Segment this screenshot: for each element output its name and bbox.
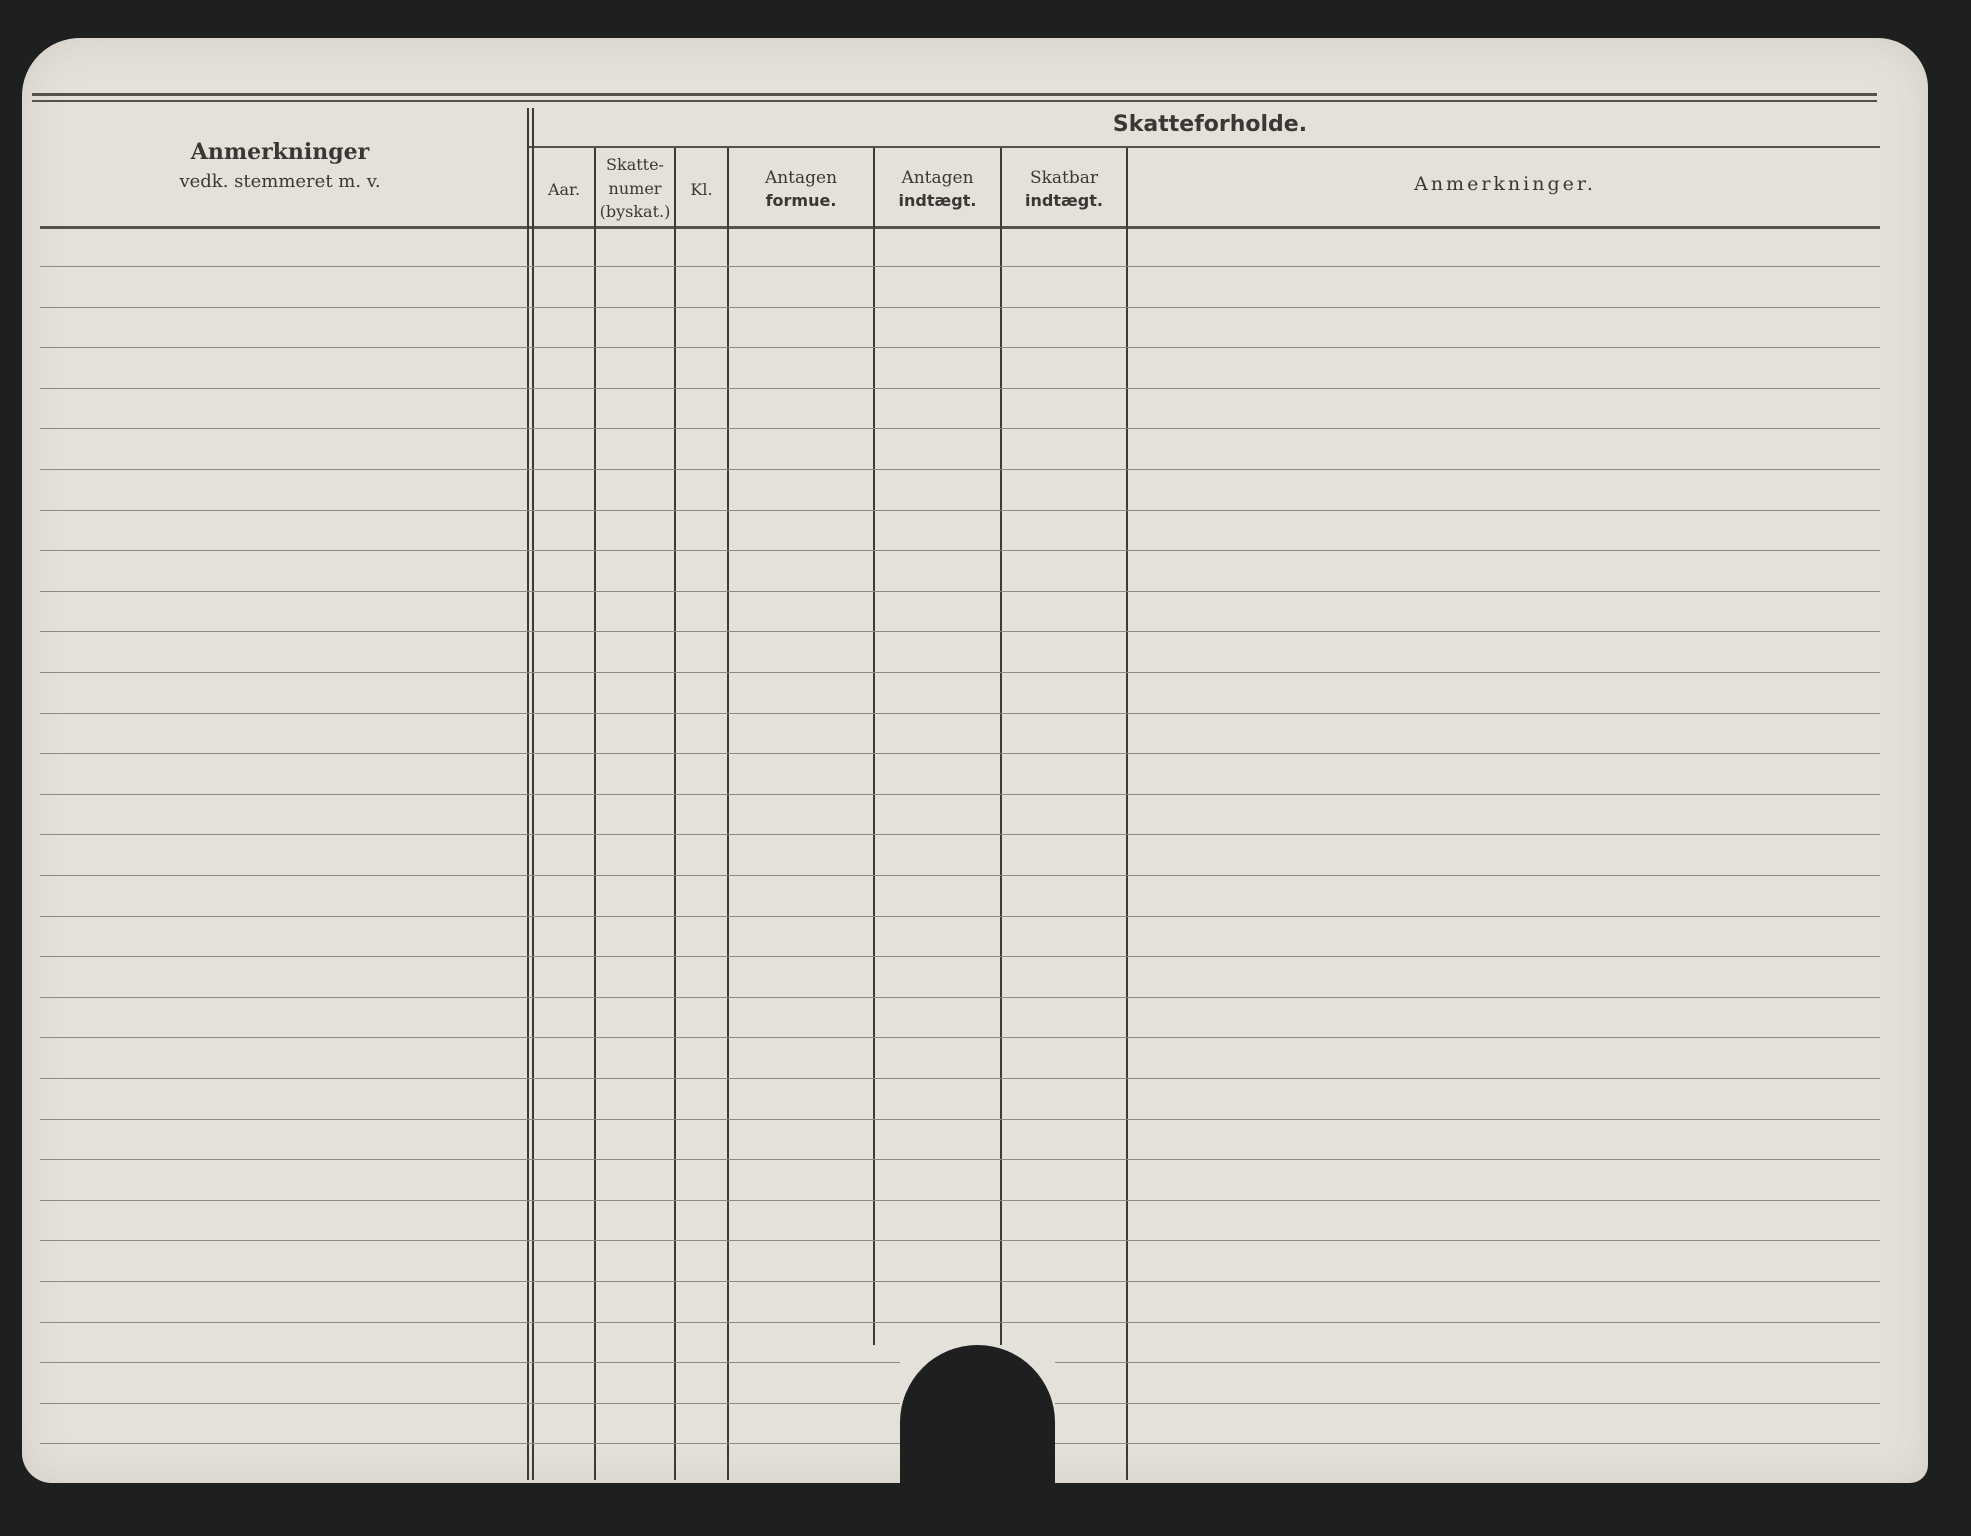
ruled-line xyxy=(40,794,1880,795)
ruled-line xyxy=(1055,1362,1880,1363)
register-card xyxy=(22,38,1928,1483)
top-rule-2 xyxy=(32,100,1877,102)
col-line-indtaegt xyxy=(1000,148,1002,1345)
col-line-formue xyxy=(873,148,875,1345)
ruled-line xyxy=(40,997,1880,998)
col-header-antagen-indtaegt-line2: indtægt. xyxy=(898,191,977,210)
ruled-line xyxy=(40,591,1880,592)
ruled-line xyxy=(40,1200,1880,1201)
col-header-antagen-formue-line2: formue. xyxy=(765,191,837,210)
section-title: Skatteforholde. xyxy=(1112,112,1308,137)
ruled-line xyxy=(40,1403,900,1404)
ruled-line xyxy=(40,916,1880,917)
ruled-line xyxy=(40,1281,1880,1282)
ruled-line xyxy=(40,266,1880,267)
col-header-antagen-formue-line1: Antagen xyxy=(764,168,838,188)
ruled-line xyxy=(40,510,1880,511)
col-header-aar: Aar. xyxy=(547,180,581,199)
ruled-line xyxy=(40,875,1880,876)
col-header-antagen-indtaegt-line1: Antagen xyxy=(901,168,974,188)
ruled-line xyxy=(40,1443,900,1444)
ruled-line xyxy=(40,713,1880,714)
ruled-line xyxy=(40,347,1880,348)
col-header-skattenumer-line2: numer xyxy=(608,179,662,198)
ruled-line xyxy=(40,1159,1880,1160)
ruled-line xyxy=(40,753,1880,754)
ruled-line xyxy=(40,428,1880,429)
left-header-subtitle: vedk. stemmeret m. v. xyxy=(179,171,381,192)
col-header-kl: Kl. xyxy=(690,180,713,199)
card-notch xyxy=(900,1345,1055,1535)
col-header-skatbar-indtaegt-line2: indtægt. xyxy=(1025,191,1103,210)
ruled-line xyxy=(40,388,1880,389)
ruled-line xyxy=(40,550,1880,551)
section-title-rule xyxy=(528,146,1880,148)
ruled-line xyxy=(1055,1403,1880,1404)
left-header-title: Anmerkninger xyxy=(190,139,370,165)
ruled-line xyxy=(40,631,1880,632)
col-header-skatbar-indtaegt-line1: Skatbar xyxy=(1029,168,1099,188)
ruled-line xyxy=(40,1078,1880,1079)
top-rule-1 xyxy=(32,93,1877,96)
col-header-skattenumer-line3: (byskat.) xyxy=(599,202,671,221)
header-bottom-rule xyxy=(40,226,1880,229)
ruled-line xyxy=(40,1322,1880,1323)
ruled-line xyxy=(40,956,1880,957)
ruled-line xyxy=(40,1240,1880,1241)
col-header-anmerkninger: Anmerkninger. xyxy=(1414,173,1596,195)
ruled-line xyxy=(40,834,1880,835)
ruled-line xyxy=(40,469,1880,470)
ruled-line xyxy=(40,1037,1880,1038)
ruled-line xyxy=(1055,1443,1880,1444)
ruled-line xyxy=(40,1119,1880,1120)
col-header-skattenumer-line1: Skatte- xyxy=(606,155,664,174)
ruled-line xyxy=(40,307,1880,308)
ruled-line xyxy=(40,1362,900,1363)
ruled-line xyxy=(40,672,1880,673)
